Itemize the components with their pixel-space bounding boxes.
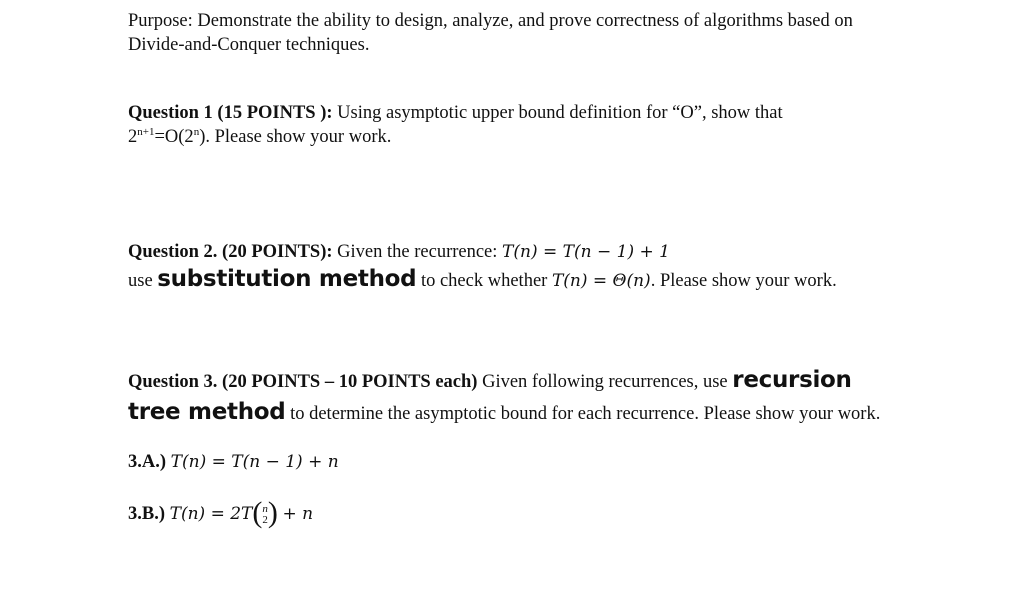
- q2-method: substitution method: [157, 266, 417, 292]
- q3b-lhs: T(n) = 2T: [169, 504, 253, 524]
- q3a-formula: T(n) = T(n − 1) + n: [170, 452, 339, 472]
- question-2-text: Given the recurrence:: [332, 242, 503, 262]
- q2-text2: to check whether: [416, 271, 552, 291]
- question-3-text: Given following recurrences, use: [477, 372, 733, 392]
- q3-method-b: tree method: [128, 399, 286, 425]
- question-3-line-1: [128, 368, 880, 394]
- question-3a: [128, 450, 339, 474]
- question-2: [128, 240, 837, 293]
- purpose-line-1: Purpose: Demonstrate the ability to design, analyze, and prove correctness of algorithms based on: [128, 11, 853, 31]
- question-2-heading: Question 2. (20 POINTS):: [128, 242, 333, 262]
- q3b-denominator: 2: [262, 513, 268, 526]
- q2-target: T(n) = Θ(n): [551, 271, 651, 291]
- question-3-line-2: [128, 400, 880, 426]
- q3-text2: to determine the asymptotic bound for each recurrence. Please show your work.: [285, 404, 881, 424]
- q1-exponent-1: n+1: [137, 126, 155, 138]
- question-1-line-1: [128, 101, 783, 125]
- question-3: [128, 368, 880, 426]
- q3b-left-paren: (: [252, 495, 263, 529]
- question-1-text: Using asymptotic upper bound definition for “O”, show that: [332, 103, 783, 123]
- q1-mid: =O(2: [154, 127, 194, 147]
- q3a-label: 3.A.): [128, 452, 167, 472]
- question-1-line-2: [128, 125, 783, 149]
- purpose-line-2: Divide-and-Conquer techniques.: [128, 35, 370, 55]
- q3b-numerator: n: [262, 502, 268, 515]
- purpose-paragraph: [128, 9, 853, 57]
- q1-tail: ). Please show your work.: [199, 127, 392, 147]
- q1-base: 2: [128, 127, 138, 147]
- q1-exponent-2: n: [193, 126, 200, 138]
- q2-use: use: [128, 271, 158, 291]
- question-3b: [128, 495, 314, 529]
- question-2-line-1: [128, 240, 837, 264]
- q2-recurrence: T(n) = T(n − 1) + 1: [502, 242, 670, 262]
- question-1: [128, 101, 783, 149]
- q3b-rhs: + n: [282, 504, 314, 524]
- q3b-label: 3.B.): [128, 504, 165, 524]
- question-1-heading: Question 1 (15 POINTS ):: [128, 103, 333, 123]
- q2-tail: . Please show your work.: [650, 271, 837, 291]
- q3-method-a: recursion: [732, 367, 852, 393]
- question-2-line-2: [128, 267, 837, 293]
- q3b-right-paren: ): [267, 495, 278, 529]
- question-3-heading: Question 3. (20 POINTS – 10 POINTS each): [128, 372, 478, 392]
